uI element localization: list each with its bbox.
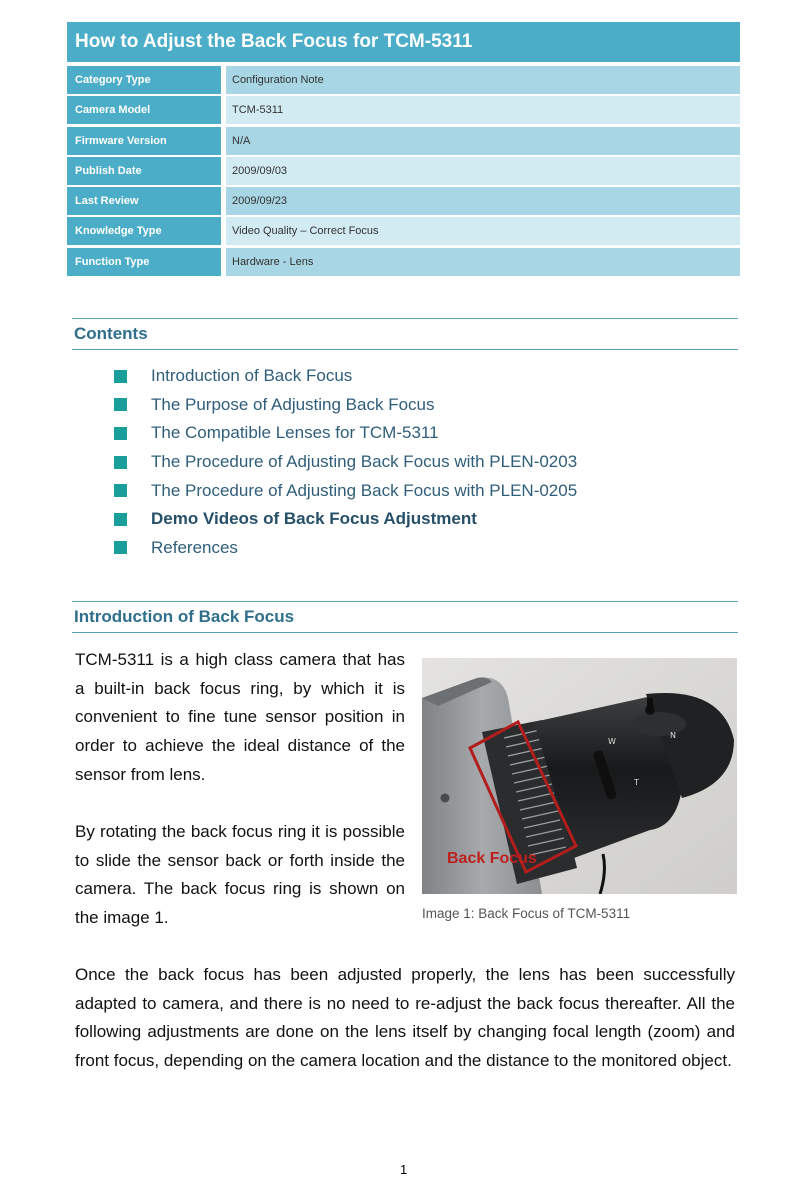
toc-item[interactable] bbox=[114, 534, 577, 563]
square-bullet-icon bbox=[114, 427, 127, 440]
meta-key: Firmware Version bbox=[67, 127, 221, 155]
document-title: How to Adjust the Back Focus for TCM-5311 bbox=[67, 22, 740, 62]
square-bullet-icon bbox=[114, 541, 127, 554]
toc-item-label: Demo Videos of Back Focus Adjustment bbox=[151, 509, 477, 529]
meta-value: Video Quality – Correct Focus bbox=[226, 217, 740, 245]
toc-item[interactable] bbox=[114, 476, 577, 505]
toc-item[interactable] bbox=[114, 505, 577, 534]
intro-paragraph-1: TCM-5311 is a high class camera that has a built-in back focus ring, by which it is convenient to fine tune sensor position in order to achieve the ideal distance of the sensor from lens. bbox=[75, 650, 405, 784]
toc-item[interactable] bbox=[114, 419, 577, 448]
meta-value: Configuration Note bbox=[226, 66, 740, 94]
metadata-table bbox=[67, 66, 740, 278]
toc-item-label: The Procedure of Adjusting Back Focus with PLEN-0205 bbox=[151, 480, 578, 500]
meta-row bbox=[67, 96, 740, 124]
square-bullet-icon bbox=[114, 370, 127, 383]
lens-mark-t: T bbox=[634, 778, 639, 787]
square-bullet-icon bbox=[114, 513, 127, 526]
meta-key: Knowledge Type bbox=[67, 217, 221, 245]
meta-row bbox=[67, 187, 740, 215]
toc-item[interactable] bbox=[114, 448, 577, 477]
toc-item[interactable] bbox=[114, 391, 577, 420]
meta-key: Publish Date bbox=[67, 157, 221, 185]
back-focus-label: Back Focus bbox=[447, 850, 537, 867]
toc-item-label: Introduction of Back Focus bbox=[151, 366, 353, 386]
meta-key: Camera Model bbox=[67, 96, 221, 124]
meta-row bbox=[67, 248, 740, 276]
square-bullet-icon bbox=[114, 484, 127, 497]
intro-paragraph-2: By rotating the back focus ring it is possible to slide the sensor back or forth inside the camera. The back focus ring is shown on the image 1. bbox=[75, 822, 405, 928]
meta-value: N/A bbox=[226, 127, 740, 155]
meta-row bbox=[67, 217, 740, 245]
page-number: 1 bbox=[400, 1162, 408, 1177]
meta-value: TCM-5311 bbox=[226, 96, 740, 124]
meta-row bbox=[67, 127, 740, 155]
figure-caption: Image 1: Back Focus of TCM-5311 bbox=[422, 906, 631, 921]
meta-value: 2009/09/23 bbox=[226, 187, 740, 215]
intro-paragraph-3: Once the back focus has been adjusted properly, the lens has been successfully adapted to camera, and there is no need to re-adjust the back focus thereafter. All the following adjustments are done on the lens itself by changing focal length (zoom) and front focus, depending on the camera location and the distance to the monitored object. bbox=[75, 965, 735, 1071]
table-of-contents bbox=[114, 362, 577, 562]
meta-key: Function Type bbox=[67, 248, 221, 276]
toc-item-label: References bbox=[151, 537, 238, 557]
lens-mark-w: W bbox=[608, 737, 616, 746]
camera-photo bbox=[422, 658, 737, 894]
intro-heading: Introduction of Back Focus bbox=[72, 601, 738, 633]
square-bullet-icon bbox=[114, 398, 127, 411]
meta-row bbox=[67, 157, 740, 185]
contents-heading: Contents bbox=[72, 318, 738, 350]
lens-mark-n: N bbox=[670, 731, 676, 740]
meta-key: Last Review bbox=[67, 187, 221, 215]
square-bullet-icon bbox=[114, 456, 127, 469]
toc-item-label: The Purpose of Adjusting Back Focus bbox=[151, 394, 435, 414]
meta-value: Hardware - Lens bbox=[226, 248, 740, 276]
meta-key: Category Type bbox=[67, 66, 221, 94]
toc-item[interactable] bbox=[114, 362, 577, 391]
meta-row bbox=[67, 66, 740, 94]
toc-item-label: The Compatible Lenses for TCM-5311 bbox=[151, 423, 439, 443]
toc-item-label: The Procedure of Adjusting Back Focus with PLEN-0203 bbox=[151, 452, 578, 472]
meta-value: 2009/09/03 bbox=[226, 157, 740, 185]
